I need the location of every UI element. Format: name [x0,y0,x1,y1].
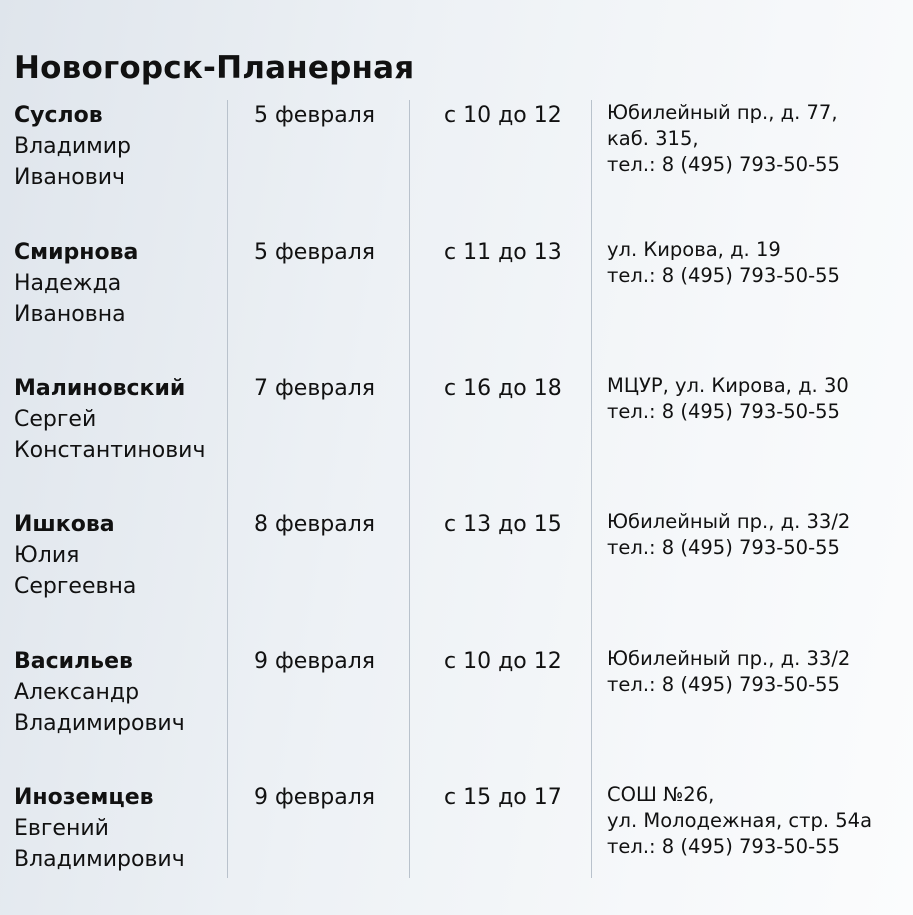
patronymic: Иванович [14,165,126,190]
page-title: Новогорск-Планерная [14,50,415,86]
schedule-row [0,782,913,912]
patronymic: Владимирович [14,847,185,872]
reception-time: с 11 до 13 [444,240,562,265]
address-line: тел.: 8 (495) 793-50-55 [607,536,840,559]
surname: Смирнова [14,240,139,265]
address-line: тел.: 8 (495) 793-50-55 [607,153,840,176]
patronymic: Ивановна [14,302,126,327]
given-name: Евгений [14,816,109,841]
reception-date: 8 февраля [254,512,376,537]
official-name [14,782,185,875]
address-line: тел.: 8 (495) 793-50-55 [607,264,840,287]
reception-date: 9 февраля [254,785,376,810]
reception-date: 5 февраля [254,240,376,265]
address-line: МЦУР, ул. Кирова, д. 30 [607,374,849,397]
given-name: Сергей [14,407,97,432]
reception-time: с 13 до 15 [444,512,562,537]
reception-address [607,373,907,425]
given-name: Юлия [14,543,80,568]
patronymic: Сергеевна [14,574,137,599]
address-line: каб. 315, [607,127,699,150]
address-line: тел.: 8 (495) 793-50-55 [607,400,840,423]
official-name [14,100,131,193]
official-name [14,509,136,602]
reception-address [607,509,907,561]
address-line: ул. Молодежная, стр. 54а [607,809,873,832]
address-line: Юбилейный пр., д. 77, [607,101,838,124]
address-line: ул. Кирова, д. 19 [607,238,781,261]
given-name: Надежда [14,271,122,296]
official-name [14,373,205,466]
address-line: тел.: 8 (495) 793-50-55 [607,673,840,696]
address-line: СОШ №26, [607,783,715,806]
reception-time: с 10 до 12 [444,103,562,128]
reception-date: 9 февраля [254,649,376,674]
surname: Малиновский [14,376,186,401]
schedule-row [0,509,913,639]
reception-date: 5 февраля [254,103,376,128]
surname: Иноземцев [14,785,154,810]
schedule-row [0,646,913,776]
surname: Ишкова [14,512,115,537]
reception-time: с 16 до 18 [444,376,562,401]
official-name [14,237,138,330]
given-name: Владимир [14,134,132,159]
patronymic: Владимирович [14,711,185,736]
reception-address [607,782,907,860]
patronymic: Константинович [14,438,206,463]
reception-address [607,237,907,289]
reception-date: 7 февраля [254,376,376,401]
address-line: Юбилейный пр., д. 33/2 [607,647,851,670]
reception-address [607,100,907,178]
schedule-row [0,237,913,367]
surname: Васильев [14,649,133,674]
reception-time: с 10 до 12 [444,649,562,674]
reception-address [607,646,907,698]
schedule-row [0,373,913,503]
surname: Суслов [14,103,103,128]
reception-time: с 15 до 17 [444,785,562,810]
schedule-row [0,100,913,230]
address-line: тел.: 8 (495) 793-50-55 [607,835,840,858]
official-name [14,646,185,739]
given-name: Александр [14,680,140,705]
address-line: Юбилейный пр., д. 33/2 [607,510,851,533]
